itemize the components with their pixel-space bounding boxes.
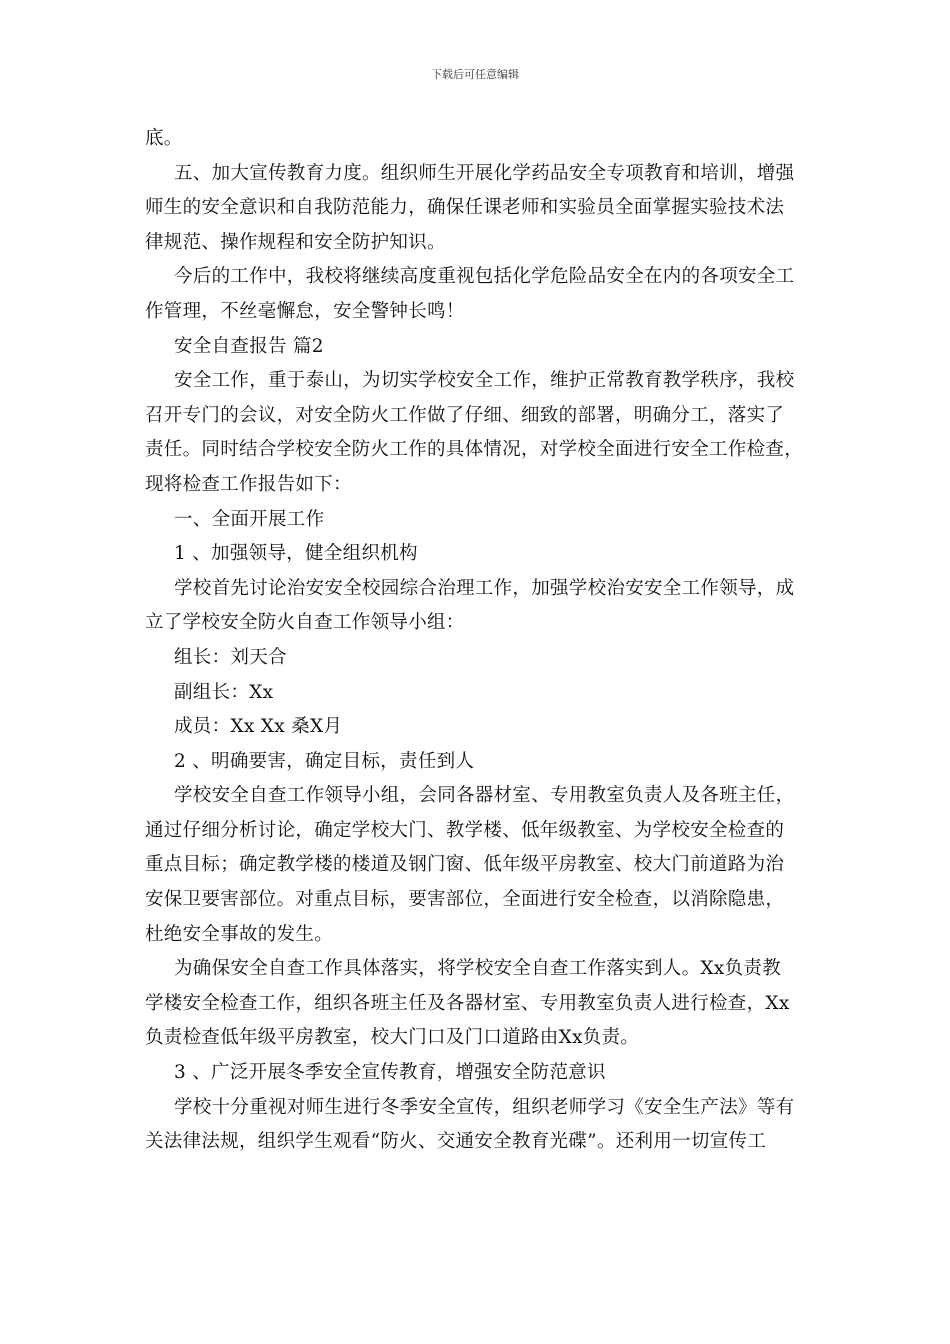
document-body [145, 122, 815, 1160]
text-line: 负责检查低年级平房教室，校大门口及门口道路由Xx负责。 [145, 1027, 640, 1049]
text-line: 为确保安全自查工作具体落实，将学校安全自查工作落实到人。Xx负责教 [174, 958, 782, 980]
text-line: 学校首先讨论治安安全校园综合治理工作，加强学校治安安全工作领导，成 [174, 577, 795, 599]
text-line: 安保卫要害部位。对重点目标，要害部位，全面进行安全检查，以消除隐患， [145, 889, 785, 911]
text-line: 五、加大宣传教育力度。组织师生开展化学药品安全专项教育和培训，增强 [174, 162, 795, 184]
text-line: 学校安全自查工作领导小组，会同各器材室、专用教室负责人及各班主任， [174, 785, 795, 807]
text-line: 关法律法规，组织学生观看“防火、交通安全教育光碟”。还利用一切宣传工 [145, 1131, 767, 1153]
text-line: 副组长：Xx [174, 681, 274, 703]
text-line: 成员：Xx Xx 桑X月 [174, 716, 343, 738]
text-line: 今后的工作中，我校将继续高度重视包括化学危险品安全在内的各项安全工 [174, 266, 795, 288]
text-line: 学楼安全检查工作，组织各班主任及各器材室、专用教室负责人进行检查，Xx [145, 992, 790, 1014]
text-line: 3 、广泛开展冬季安全宣传教育，增强安全防范意识 [174, 1062, 606, 1084]
text-line: 底。 [145, 128, 183, 149]
text-line: 学校十分重视对师生进行冬季安全宣传，组织老师学习《安全生产法》等有 [174, 1096, 795, 1118]
text-line: 通过仔细分析讨论，确定学校大门、教学楼、低年级教室、为学校安全检查的 [145, 819, 785, 841]
text-line: 立了学校安全防火自查工作领导小组： [145, 612, 465, 634]
text-line: 律规范、操作规程和安全防护知识。 [145, 231, 446, 253]
text-line: 作管理，不丝毫懈怠，安全警钟长鸣！ [145, 300, 465, 322]
text-line: 1 、加强领导，健全组织机构 [174, 543, 418, 565]
text-line: 杜绝安全事故的发生。 [145, 923, 334, 945]
text-line: 安全自查报告 篇2 [174, 335, 324, 357]
text-line: 师生的安全意识和自我防范能力，确保任课老师和实验员全面掌握实验技术法 [145, 197, 785, 219]
text-line: 责任。同时结合学校安全防火工作的具体情况，对学校全面进行安全工作检查， [145, 439, 804, 461]
text-line: 2 、明确要害，确定目标，责任到人 [174, 750, 475, 772]
text-line: 一、全面开展工作 [174, 508, 325, 530]
text-line: 现将检查工作报告如下： [145, 473, 352, 495]
header-note: 下载后可任意编辑 [431, 68, 519, 81]
text-line: 重点目标；确定教学楼的楼道及钢门窗、低年级平房教室、校大门前道路为治 [145, 854, 785, 876]
text-line: 安全工作，重于泰山，为切实学校安全工作，维护正常教育教学秩序，我校 [174, 370, 795, 392]
text-line: 召开专门的会议，对安全防火工作做了仔细、细致的部署，明确分工，落实了 [145, 404, 785, 426]
text-line: 组长：刘天合 [174, 646, 287, 668]
